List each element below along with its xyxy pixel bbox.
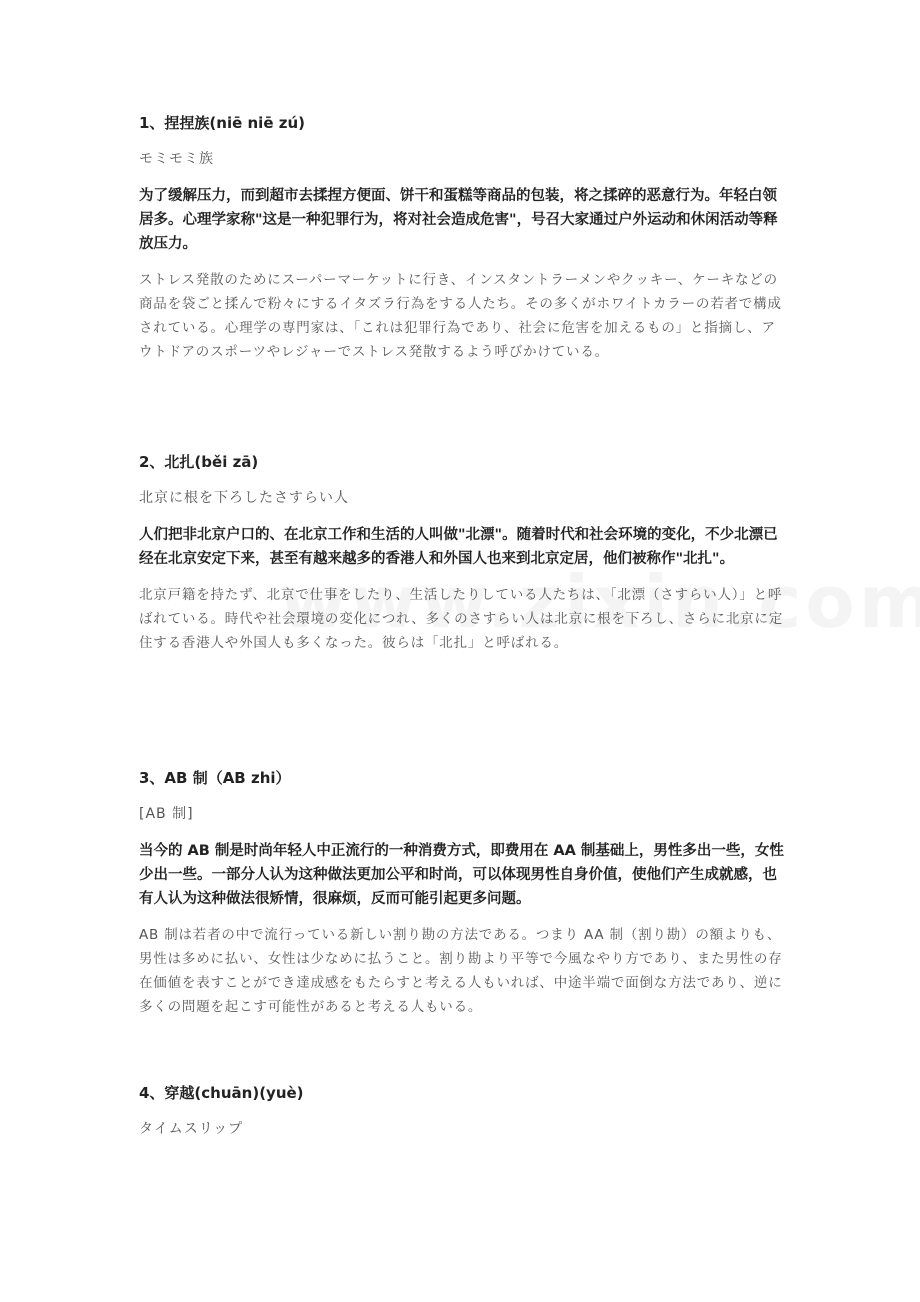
entry-japanese-text: 北京戸籍を持たず、北京で仕事をしたり、生活したりしている人たちは、「北漂（さすらい人）」と呼ばれている。時代や社会環境の変化につれ、多くのさすらい人は北京に根を下ろし、さらに北京に定住する香港人や外国人も多くなった。彼らは「北扎」と呼ばれる。 [139, 587, 784, 651]
entry-heading: 3、AB 制（AB zhi） [139, 769, 291, 787]
entry-heading: 1、捏捏族(niē niē zú) [139, 114, 305, 132]
entry-japanese-title: タイムスリップ [139, 1121, 244, 1137]
entry-japanese-text: AB 制は若者の中で流行っている新しい割り勘の方法である。つまり AA 制（割り勘）の額よりも、男性は多めに払い、女性は少なめに払うこと。割り勘より平等で今風なやり方であり、また男性の存在価値を表すことができ達成感をもたらすと考える人もいれば、中途半端で面倒な方法であり、逆に多くの問題を起こす可能性があると考える人もいる。 [139, 927, 783, 1015]
entry-chinese-text: 人们把非北京户口的、在北京工作和生活的人叫做"北漂"。随着时代和社会环境的变化，不少北漂已经在北京安定下来，甚至有越来越多的香港人和外国人也来到北京定居，他们被称作"北扎"。 [139, 527, 778, 567]
entry-chinese-text: 为了缓解压力，而到超市去揉捏方便面、饼干和蛋糕等商品的包装，将之揉碎的恶意行为。年轻白领居多。心理学家称"这是一种犯罪行为，将对社会造成危害"，号召大家通过户外运动和休闲活动等释放压力。 [139, 188, 778, 252]
entry-1 [139, 112, 789, 364]
entry-chinese-text: 当今的 AB 制是时尚年轻人中正流行的一种消费方式，即费用在 AA 制基础上，男性多出一些，女性少出一些。一部分人认为这种做法更加公平和时尚，可以体现男性自身价值，使他们产生成就感，也有人认为这种做法很矫情，很麻烦，反而可能引起更多问题。 [139, 843, 784, 907]
entry-heading: 4、穿越(chuān)(yuè) [139, 1084, 304, 1102]
entry-2 [139, 451, 789, 655]
entry-japanese-title: [AB 制] [139, 806, 194, 822]
entry-japanese-title: 北京に根を下ろしたさすらい人 [139, 490, 349, 506]
entry-japanese-title: モミモミ族 [139, 151, 214, 167]
entry-4 [139, 1082, 789, 1140]
entry-heading: 2、北扎(běi zā) [139, 453, 259, 471]
entry-3 [139, 767, 789, 1019]
entry-japanese-text: ストレス発散のためにスーパーマーケットに行き、インスタントラーメンやクッキー、ケーキなどの商品を袋ごと揉んで粉々にするイタズラ行為をする人たち。その多くがホワイトカラーの若者で構成されている。心理学の専門家は、「これは犯罪行為であり、社会に危害を加えるもの」と指摘し、アウトドアのスポーツやレジャーでストレス発散するよう呼びかけている。 [139, 272, 782, 360]
